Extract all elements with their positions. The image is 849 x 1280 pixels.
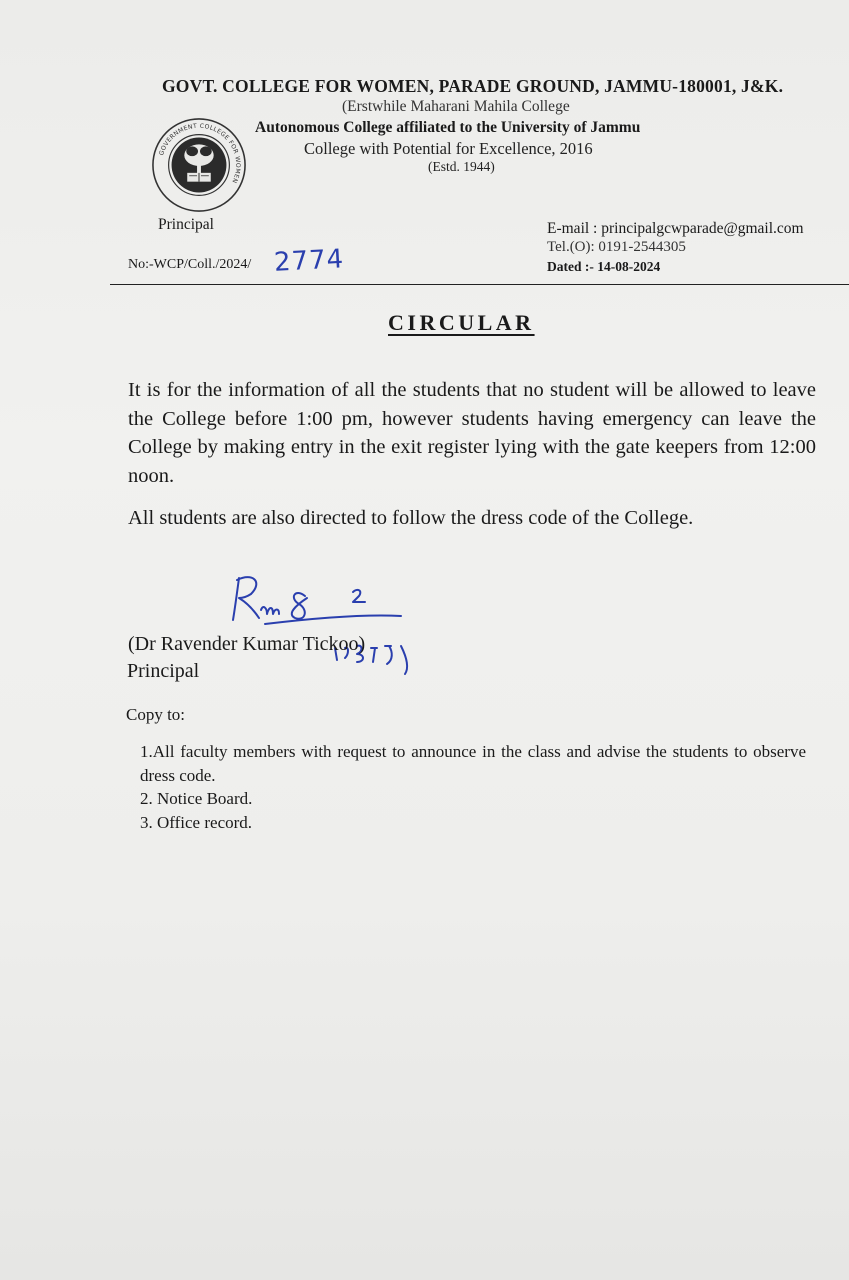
potential-for-excellence: College with Potential for Excellence, 2016	[304, 139, 593, 158]
handwritten-reference-number: 2774	[273, 244, 345, 278]
seal-ring-text: GOVERNMENT COLLEGE FOR WOMEN	[158, 122, 242, 185]
header-divider	[110, 284, 849, 285]
circular-paragraph-2: All students are also directed to follow the dress code of the College.	[128, 507, 694, 529]
circular-paragraph-1: It is for the information of all the students that no student will be allowed to leave the College before 1:00 pm, however students having emergency can leave the College by making entry in the exit register lying with the gate keepers from 12:00 noon.	[128, 379, 816, 488]
college-name: GOVT. COLLEGE FOR WOMEN, PARADE GROUND, JAMMU-180001, J&K.	[162, 76, 784, 96]
circular-date: Dated :- 14-08-2024	[547, 259, 661, 274]
reference-number: No:-WCP/Coll./2024/	[128, 257, 252, 272]
copy-to-item: 3. Office record.	[140, 813, 253, 832]
copy-to-label: Copy to:	[126, 705, 186, 724]
signatory-designation: Principal	[127, 660, 200, 682]
handwritten-signature	[225, 568, 425, 678]
affiliation: Autonomous College affiliated to the University of Jammu	[255, 119, 641, 136]
erstwhile-name: (Erstwhile Maharani Mahila College	[342, 98, 570, 115]
header-designation: Principal	[158, 216, 214, 233]
copy-to-item: 2. Notice Board.	[140, 789, 253, 808]
college-seal-logo	[150, 116, 248, 214]
college-telephone: Tel.(O): 0191-2544305	[547, 239, 686, 255]
established-year: (Estd. 1944)	[428, 159, 495, 174]
college-email: E-mail : principalgcwparade@gmail.com	[547, 220, 804, 237]
document-title: CIRCULAR	[388, 310, 535, 335]
copy-to-item: 1.All faculty members with request to announce in the class and advise the students to observe dress code.	[140, 742, 806, 785]
signatory-name: (Dr Ravender Kumar Tickoo)	[128, 633, 366, 655]
